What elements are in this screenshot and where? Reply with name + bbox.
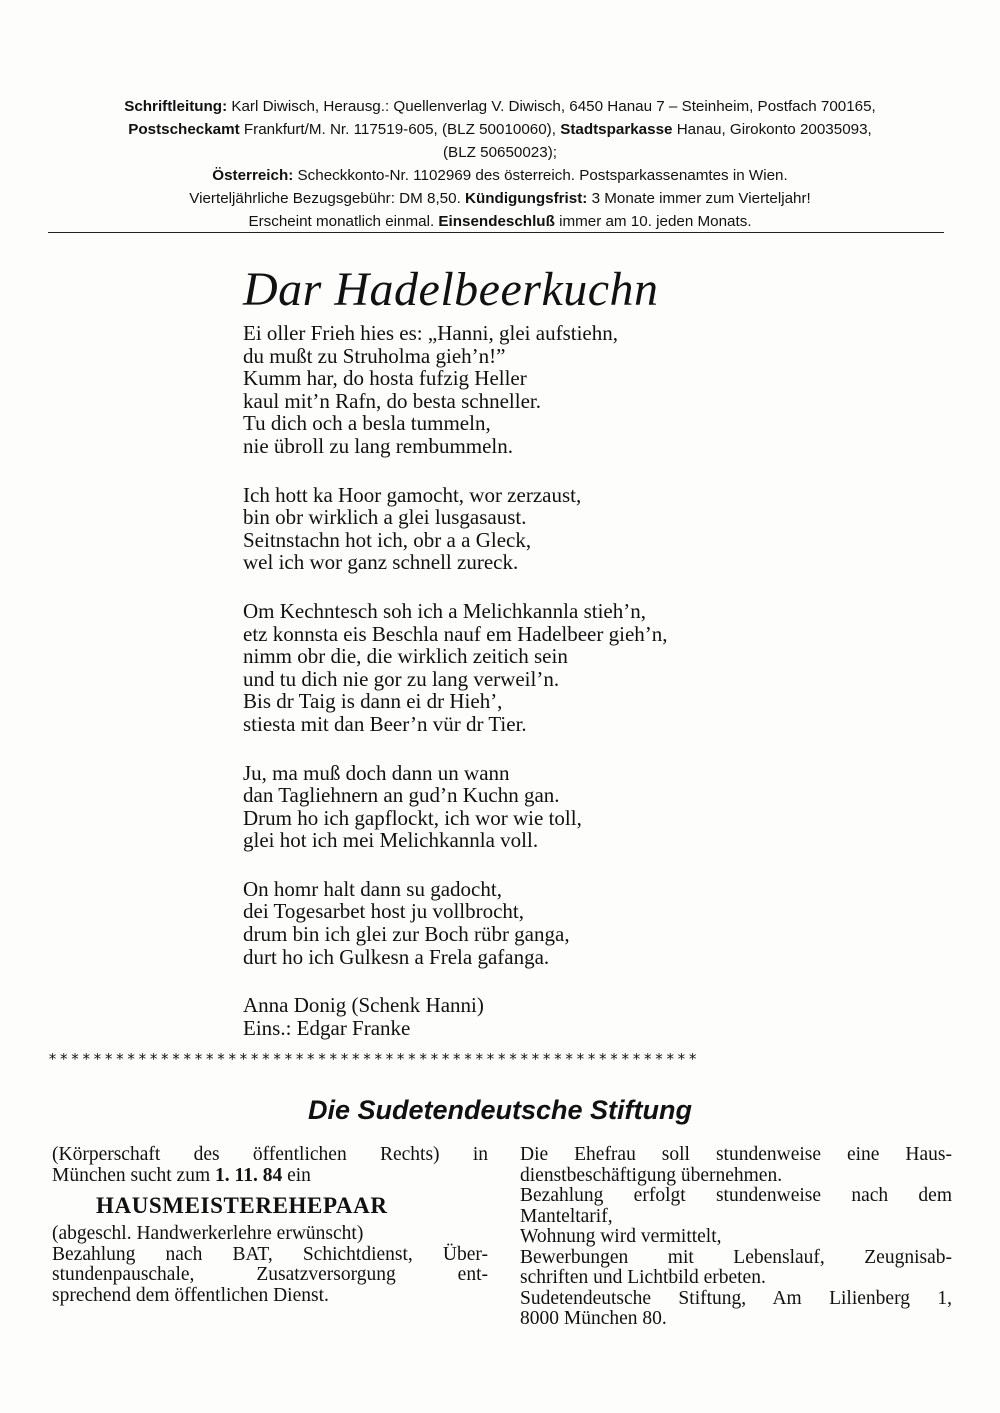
ad-text-line: (abgeschl. Handwerkerlehre erwünscht) <box>52 1223 364 1244</box>
masthead-label: Österreich: <box>212 167 294 184</box>
masthead-line <box>48 210 952 233</box>
masthead-label: Kündigungsfrist: <box>465 190 588 207</box>
poem-line: wel ich wor ganz schnell zureck. <box>243 550 519 575</box>
masthead-label: Einsendeschluß <box>438 213 555 230</box>
masthead-text: immer am 10. jeden Monats. <box>554 213 752 230</box>
poem-submitted-by: Eins.: Edgar Franke <box>243 1015 411 1040</box>
masthead-text: Erscheint monatlich einmal. <box>248 213 439 230</box>
masthead-text: Frankfurt/M. Nr. 117519-605, (BLZ 50010060), <box>239 121 561 138</box>
ad-text-line: dienstbeschäftigung übernehmen. <box>520 1164 783 1186</box>
masthead-text: (BLZ 50650023); <box>443 144 557 161</box>
ad-text-line: Manteltarif, <box>520 1205 613 1227</box>
poem-stanza <box>243 322 668 458</box>
poem-line: du mußt zu Struholma gieh’n!” <box>243 343 506 368</box>
poem-stanzas <box>243 322 668 968</box>
masthead-line <box>48 187 952 210</box>
masthead-divider <box>48 232 944 233</box>
ad-text-line: Sudetendeutsche Stiftung, Am Lilienberg 1, <box>520 1287 952 1309</box>
masthead-label: Stadtsparkasse <box>560 121 673 138</box>
masthead-line <box>48 95 952 118</box>
poem-line: Seitnstachn hot ich, obr a a Gleck, <box>243 527 532 552</box>
ad-text-line: 8000 München 80. <box>520 1308 667 1329</box>
poem-line: Drum ho ich gapflockt, ich wor wie toll, <box>243 805 582 830</box>
poem-line: stiesta mit dan Beer’n vür dr Tier. <box>243 711 527 736</box>
poem-line: Tu dich och a besla tummeln, <box>243 411 491 436</box>
poem-line: kaul mit’n Rafn, do besta schneller. <box>243 388 542 413</box>
ad-text-line <box>52 1166 488 1187</box>
masthead-line <box>48 118 952 141</box>
poem-line: Ich hott ka Hoor gamocht, wor zerzaust, <box>243 482 582 507</box>
masthead-text: Scheckkonto-Nr. 1102969 des österreich. Postsparkassenamtes in Wien. <box>293 167 788 184</box>
ad-text-line: Bewerbungen mit Lebenslauf, Zeugnisab- <box>520 1246 952 1268</box>
poem-line: Bis dr Taig is dann ei dr Hieh’, <box>243 689 503 714</box>
masthead-label: Postscheckamt <box>128 121 240 138</box>
poem-stanza <box>243 762 668 852</box>
poem-stanza <box>243 484 668 574</box>
poem-line: nie übroll zu lang rembummeln. <box>243 433 514 458</box>
poem-title: Dar Hadelbeerkuchn <box>243 263 659 316</box>
ad-text-fragment: München sucht zum <box>52 1164 216 1186</box>
asterisk-divider: ********************************************************** <box>48 1050 700 1068</box>
poem-attribution <box>243 994 668 1039</box>
poem-line: bin obr wirklich a glei lusgasaust. <box>243 505 527 530</box>
masthead-line <box>48 141 952 164</box>
ad-text-line: Wohnung wird vermittelt, <box>520 1226 722 1247</box>
poem-line: Ju, ma muß doch dann un wann <box>243 760 510 785</box>
ad-text-line: Bezahlung nach BAT, Schichtdienst, Über- <box>52 1243 488 1265</box>
poem-line: glei hot ich mei Melichkannla voll. <box>243 828 539 853</box>
ad-text-line: sprechend dem öffentlichen Dienst. <box>52 1284 329 1306</box>
poem-line: nimm obr die, die wirklich zeitich sein <box>243 644 568 669</box>
masthead-text: Vierteljährliche Bezugsgebühr: DM 8,50. <box>189 190 466 207</box>
poem-line: Om Kechntesch soh ich a Melichkannla stieh’n, <box>243 598 646 623</box>
poem-line: etz konnsta eis Beschla nauf em Hadelbeer gieh’n, <box>243 621 668 646</box>
ad-left-column <box>52 1145 488 1306</box>
poem-line: und tu dich nie gor zu lang verweil’n. <box>243 666 560 691</box>
poem-line: durt ho ich Gulkesn a Frela gafanga. <box>243 944 550 969</box>
poem-line: On homr halt dann su gadocht, <box>243 876 502 901</box>
masthead-line <box>48 164 952 187</box>
ad-title: Die Sudetendeutsche Stiftung <box>307 1095 693 1125</box>
poem-line: Ei oller Frieh hies es: „Hanni, glei aufstiehn, <box>243 321 618 345</box>
ad-text-line: stundenpauschale, Zusatzversorgung ent- <box>52 1264 488 1285</box>
poem-line: dei Togesarbet host ju vollbrocht, <box>243 899 525 924</box>
poem-body <box>243 322 668 1039</box>
ad-text-line: Bezahlung erfolgt stundenweise nach dem <box>520 1185 952 1206</box>
poem-line: drum bin ich glei zur Boch rübr ganga, <box>243 922 570 947</box>
masthead <box>48 95 952 233</box>
ad-start-date: 1. 11. 84 <box>215 1164 283 1186</box>
ad-text-line: (Körperschaft des öffentlichen Rechts) in <box>52 1144 488 1165</box>
ad-right-column <box>520 1145 952 1330</box>
masthead-text: 3 Monate immer zum Vierteljahr! <box>587 190 811 207</box>
ad-text-line: schriften und Lichtbild erbeten. <box>520 1267 766 1288</box>
poem-stanza <box>243 600 668 736</box>
masthead-text: Karl Diwisch, Herausg.: Quellenverlag V. Diwisch, 6450 Hanau 7 – Steinheim, Postfach 700165, <box>227 98 876 115</box>
ad-job-heading: HAUSMEISTEREHEPAAR <box>96 1193 388 1218</box>
poem-author: Anna Donig (Schenk Hanni) <box>243 993 484 1018</box>
poem-stanza <box>243 878 668 968</box>
ad-text-line: Die Ehefrau soll stundenweise eine Haus- <box>520 1144 952 1165</box>
masthead-label: Schriftleitung: <box>124 98 228 115</box>
masthead-text: Hanau, Girokonto 20035093, <box>672 121 872 138</box>
poem-line: dan Tagliehnern an gud’n Kuchn gan. <box>243 783 560 808</box>
ad-text-fragment: ein <box>282 1164 311 1186</box>
poem-line: Kumm har, do hosta fufzig Heller <box>243 366 527 391</box>
